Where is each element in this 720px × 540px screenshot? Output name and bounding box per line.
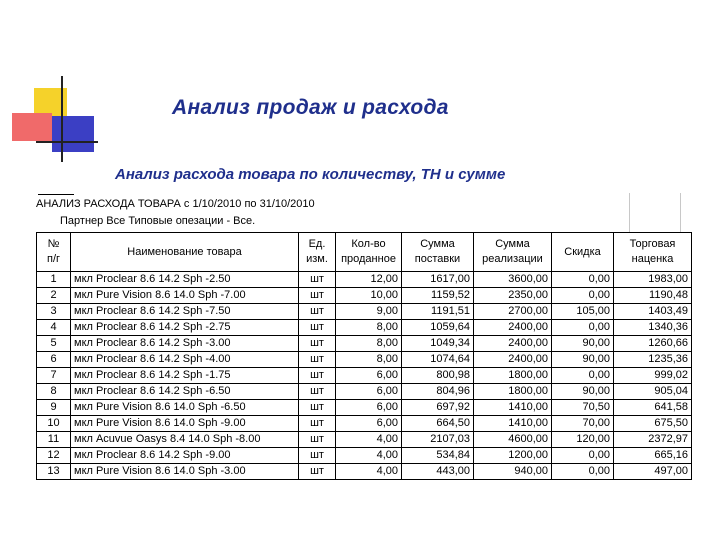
discount-cell: 0,00 xyxy=(552,448,614,464)
discount-cell: 105,00 xyxy=(552,304,614,320)
row-number-cell: 10 xyxy=(37,416,71,432)
qty-sold-cell: 10,00 xyxy=(336,288,402,304)
report-table-viewport xyxy=(36,232,697,533)
supply-sum-cell: 1074,64 xyxy=(402,352,474,368)
unit-cell: шт xyxy=(299,384,336,400)
row-number-cell: 13 xyxy=(37,464,71,480)
row-number-cell: 8 xyxy=(37,384,71,400)
markup-cell: 2372,97 xyxy=(614,432,692,448)
header-line-1: Ед. xyxy=(308,238,326,250)
table-row xyxy=(37,384,692,400)
sales-analysis-table xyxy=(36,232,692,480)
discount-cell: 0,00 xyxy=(552,320,614,336)
markup-cell: 1403,49 xyxy=(614,304,692,320)
col-markup-header xyxy=(614,233,692,272)
supply-sum-cell: 1059,64 xyxy=(402,320,474,336)
header-line-1: Наименование товара xyxy=(127,245,242,258)
row-number-cell: 7 xyxy=(37,368,71,384)
discount-cell: 0,00 xyxy=(552,368,614,384)
table-row xyxy=(37,336,692,352)
sale-sum-cell: 2700,00 xyxy=(474,304,552,320)
unit-cell: шт xyxy=(299,272,336,288)
unit-cell: шт xyxy=(299,448,336,464)
table-row xyxy=(37,304,692,320)
header-line-2: наценка xyxy=(631,253,674,265)
horizontal-rule xyxy=(36,141,98,143)
supply-sum-cell: 443,00 xyxy=(402,464,474,480)
product-name-cell: мкл Pure Vision 8.6 14.0 Sph -6.50 xyxy=(71,400,299,416)
row-number-cell: 5 xyxy=(37,336,71,352)
unit-cell: шт xyxy=(299,288,336,304)
qty-sold-cell: 4,00 xyxy=(336,464,402,480)
col-number-header xyxy=(37,233,71,272)
product-name-cell: мкл Proclear 8.6 14.2 Sph -1.75 xyxy=(71,368,299,384)
product-name-cell: мкл Proclear 8.6 14.2 Sph -2.50 xyxy=(71,272,299,288)
product-name-cell: мкл Pure Vision 8.6 14.0 Sph -7.00 xyxy=(71,288,299,304)
product-name-cell: мкл Proclear 8.6 14.2 Sph -2.75 xyxy=(71,320,299,336)
markup-cell: 1235,36 xyxy=(614,352,692,368)
header-line-2: изм. xyxy=(306,253,328,265)
qty-sold-cell: 9,00 xyxy=(336,304,402,320)
product-name-cell: мкл Proclear 8.6 14.2 Sph -9.00 xyxy=(71,448,299,464)
discount-cell: 0,00 xyxy=(552,288,614,304)
product-name-cell: мкл Proclear 8.6 14.2 Sph -6.50 xyxy=(71,384,299,400)
supply-sum-cell: 1159,52 xyxy=(402,288,474,304)
markup-cell: 675,50 xyxy=(614,416,692,432)
col-qty-sold-header xyxy=(336,233,402,272)
table-row xyxy=(37,448,692,464)
qty-sold-cell: 6,00 xyxy=(336,416,402,432)
product-name-cell: мкл Proclear 8.6 14.2 Sph -7.50 xyxy=(71,304,299,320)
discount-cell: 90,00 xyxy=(552,352,614,368)
markup-cell: 1340,36 xyxy=(614,320,692,336)
red-square-decoration xyxy=(12,113,52,141)
sale-sum-cell: 1800,00 xyxy=(474,384,552,400)
unit-cell: шт xyxy=(299,320,336,336)
discount-cell: 90,00 xyxy=(552,336,614,352)
row-number-cell: 6 xyxy=(37,352,71,368)
header-line-2: п/г xyxy=(46,253,61,265)
table-row xyxy=(37,320,692,336)
col-product-name-header xyxy=(71,233,299,272)
markup-cell: 665,16 xyxy=(614,448,692,464)
product-name-cell: мкл Acuvue Oasys 8.4 14.0 Sph -8.00 xyxy=(71,432,299,448)
blue-square-decoration xyxy=(52,116,94,152)
product-name-cell: мкл Pure Vision 8.6 14.0 Sph -9.00 xyxy=(71,416,299,432)
row-number-cell: 2 xyxy=(37,288,71,304)
grid-line xyxy=(680,193,681,233)
table-row xyxy=(37,400,692,416)
qty-sold-cell: 4,00 xyxy=(336,448,402,464)
sale-sum-cell: 4600,00 xyxy=(474,432,552,448)
unit-cell: шт xyxy=(299,352,336,368)
unit-cell: шт xyxy=(299,304,336,320)
row-number-cell: 3 xyxy=(37,304,71,320)
qty-sold-cell: 8,00 xyxy=(336,320,402,336)
supply-sum-cell: 534,84 xyxy=(402,448,474,464)
header-line-1: № xyxy=(47,238,60,250)
supply-sum-cell: 1049,34 xyxy=(402,336,474,352)
supply-sum-cell: 804,96 xyxy=(402,384,474,400)
report-filter: Партнер Все Типовые опезации - Все. xyxy=(60,215,256,227)
grid-line xyxy=(629,193,630,233)
header-line-1: Сумма xyxy=(495,238,530,250)
sale-sum-cell: 1410,00 xyxy=(474,400,552,416)
qty-sold-cell: 6,00 xyxy=(336,400,402,416)
row-number-cell: 11 xyxy=(37,432,71,448)
table-row xyxy=(37,464,692,480)
markup-cell: 1190,48 xyxy=(614,288,692,304)
markup-cell: 497,00 xyxy=(614,464,692,480)
qty-sold-cell: 8,00 xyxy=(336,352,402,368)
supply-sum-cell: 2107,03 xyxy=(402,432,474,448)
col-unit-header xyxy=(299,233,336,272)
unit-cell: шт xyxy=(299,336,336,352)
unit-cell: шт xyxy=(299,416,336,432)
sale-sum-cell: 1800,00 xyxy=(474,368,552,384)
header-line-1: Торговая xyxy=(629,238,676,250)
discount-cell: 70,00 xyxy=(552,416,614,432)
table-row xyxy=(37,272,692,288)
col-sale-sum-header xyxy=(474,233,552,272)
qty-sold-cell: 4,00 xyxy=(336,432,402,448)
header-line-1: Кол-во xyxy=(351,238,386,250)
report-heading: АНАЛИЗ РАСХОДА ТОВАРА с 1/10/2010 по 31/10/2010 xyxy=(36,198,315,210)
supply-sum-cell: 697,92 xyxy=(402,400,474,416)
header-line-1: Сумма xyxy=(420,238,455,250)
product-name-cell: мкл Pure Vision 8.6 14.0 Sph -3.00 xyxy=(71,464,299,480)
sale-sum-cell: 2350,00 xyxy=(474,288,552,304)
sale-sum-cell: 2400,00 xyxy=(474,320,552,336)
row-number-cell: 9 xyxy=(37,400,71,416)
header-line-2: поставки xyxy=(414,253,461,265)
table-row xyxy=(37,432,692,448)
supply-sum-cell: 1191,51 xyxy=(402,304,474,320)
row-number-cell: 4 xyxy=(37,320,71,336)
qty-sold-cell: 12,00 xyxy=(336,272,402,288)
discount-cell: 0,00 xyxy=(552,464,614,480)
table-row xyxy=(37,352,692,368)
unit-cell: шт xyxy=(299,368,336,384)
discount-cell: 120,00 xyxy=(552,432,614,448)
slide-subtitle: Анализ расхода товара по количеству, ТН и сумме xyxy=(115,166,506,183)
header-line-2: реализации xyxy=(482,253,543,265)
unit-cell: шт xyxy=(299,400,336,416)
col-supply-sum-header xyxy=(402,233,474,272)
qty-sold-cell: 6,00 xyxy=(336,384,402,400)
markup-cell: 641,58 xyxy=(614,400,692,416)
table-row xyxy=(37,416,692,432)
product-name-cell: мкл Proclear 8.6 14.2 Sph -3.00 xyxy=(71,336,299,352)
markup-cell: 1983,00 xyxy=(614,272,692,288)
product-name-cell: мкл Proclear 8.6 14.2 Sph -4.00 xyxy=(71,352,299,368)
table-row xyxy=(37,288,692,304)
report-top-mark xyxy=(38,194,74,195)
table-header-row xyxy=(37,233,692,272)
unit-cell: шт xyxy=(299,432,336,448)
discount-cell: 0,00 xyxy=(552,272,614,288)
col-discount-header xyxy=(552,233,614,272)
supply-sum-cell: 664,50 xyxy=(402,416,474,432)
discount-cell: 70,50 xyxy=(552,400,614,416)
sale-sum-cell: 3600,00 xyxy=(474,272,552,288)
slide-title: Анализ продаж и расхода xyxy=(172,96,449,119)
row-number-cell: 12 xyxy=(37,448,71,464)
row-number-cell: 1 xyxy=(37,272,71,288)
markup-cell: 1260,66 xyxy=(614,336,692,352)
sale-sum-cell: 1410,00 xyxy=(474,416,552,432)
vertical-rule xyxy=(61,76,63,162)
sale-sum-cell: 1200,00 xyxy=(474,448,552,464)
markup-cell: 905,04 xyxy=(614,384,692,400)
header-line-1: Скидка xyxy=(564,245,601,258)
markup-cell: 999,02 xyxy=(614,368,692,384)
header-line-2: проданное xyxy=(341,253,396,265)
sale-sum-cell: 2400,00 xyxy=(474,352,552,368)
sale-sum-cell: 940,00 xyxy=(474,464,552,480)
qty-sold-cell: 6,00 xyxy=(336,368,402,384)
table-body xyxy=(37,272,692,480)
supply-sum-cell: 1617,00 xyxy=(402,272,474,288)
sale-sum-cell: 2400,00 xyxy=(474,336,552,352)
discount-cell: 90,00 xyxy=(552,384,614,400)
table-row xyxy=(37,368,692,384)
qty-sold-cell: 8,00 xyxy=(336,336,402,352)
supply-sum-cell: 800,98 xyxy=(402,368,474,384)
unit-cell: шт xyxy=(299,464,336,480)
